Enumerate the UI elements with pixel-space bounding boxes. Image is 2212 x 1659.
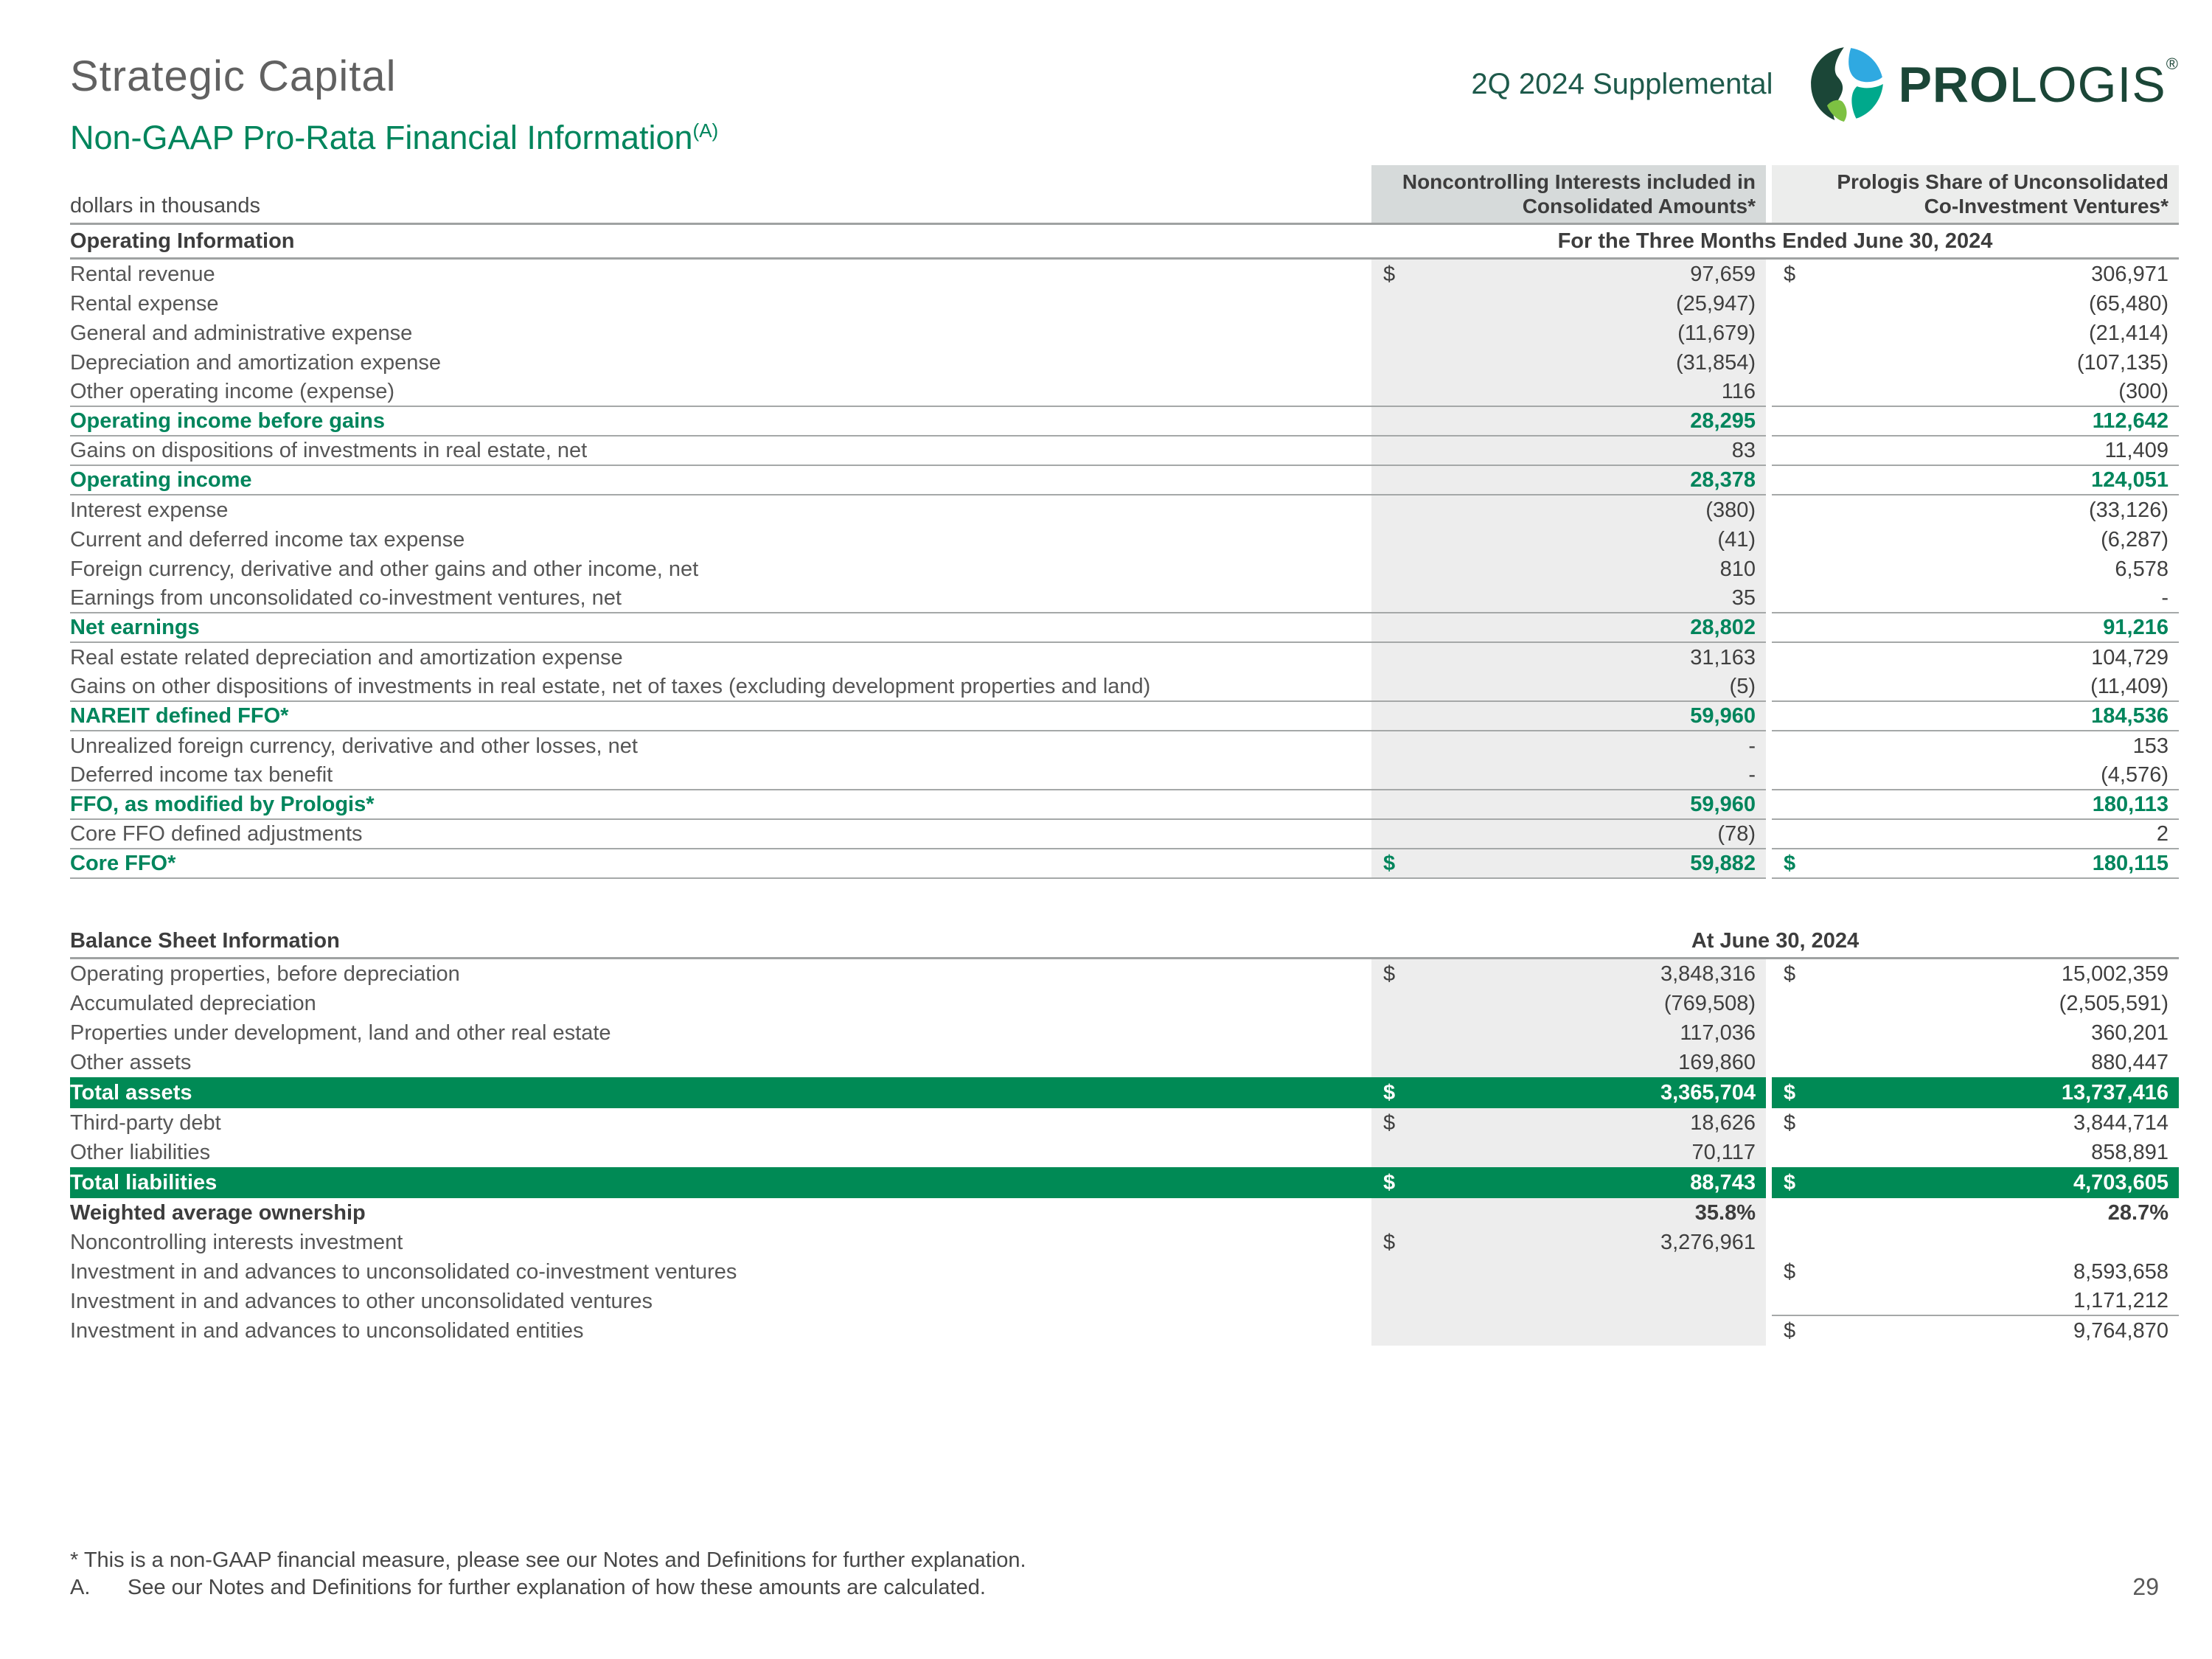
- section-period: For the Three Months Ended June 30, 2024: [1557, 229, 1993, 253]
- dollar-sign: $: [1383, 1170, 1396, 1194]
- row-label: Interest expense: [70, 498, 229, 522]
- dollar-sign: $: [1784, 1170, 1796, 1194]
- cell-prologis-share: [1772, 1138, 2179, 1167]
- table-row: [70, 554, 2179, 584]
- dollar-sign: $: [1383, 262, 1396, 286]
- col-header-line: Co-Investment Ventures*: [1924, 195, 2168, 218]
- cell-value: 6,578: [2115, 557, 2168, 581]
- cell-value: (4,576): [2101, 762, 2168, 787]
- cell-prologis-share: [1772, 495, 2179, 525]
- table-row: [70, 672, 2179, 702]
- cell-value: (33,126): [2088, 498, 2168, 522]
- cell-noncontrolling: [1371, 613, 1766, 643]
- cell-value: 880,447: [2091, 1050, 2168, 1074]
- cell-prologis-share: [1772, 1048, 2179, 1077]
- footnote-a-text: See our Notes and Definitions for further explanation of how these amounts are calculated.: [128, 1576, 986, 1599]
- table-row: [70, 1048, 2179, 1077]
- footnotes: [70, 1547, 1026, 1601]
- title-block: [70, 38, 718, 157]
- cell-value: 112,642: [2092, 408, 2168, 433]
- cell-prologis-share: [1772, 731, 2179, 761]
- cell-value: 4,703,605: [2073, 1170, 2168, 1194]
- row-label: Real estate related depreciation and amortization expense: [70, 645, 623, 669]
- dollar-sign: $: [1784, 262, 1796, 286]
- row-label: Other liabilities: [70, 1140, 211, 1164]
- dollar-sign: $: [1784, 1259, 1796, 1284]
- cell-value: 28.7%: [2107, 1200, 2168, 1225]
- col-header-prologis-share: [1772, 165, 2179, 223]
- cell-noncontrolling: [1371, 731, 1766, 761]
- cell-value: 88,743: [1690, 1170, 1756, 1194]
- subtitle-text: Non-GAAP Pro-Rata Financial Information: [70, 119, 693, 156]
- cell-prologis-share: [1772, 820, 2179, 849]
- row-label: FFO, as modified by Prologis*: [70, 790, 1371, 820]
- row-label: Foreign currency, derivative and other gains and other income, net: [70, 557, 699, 581]
- table-row: [70, 1257, 2179, 1287]
- cell-noncontrolling: [1371, 1018, 1766, 1048]
- table-row: [70, 849, 2179, 879]
- cell-noncontrolling: [1371, 348, 1766, 378]
- prologis-wordmark: [1899, 55, 2179, 114]
- cell-prologis-share: [1772, 348, 2179, 378]
- cell-prologis-share: [1772, 260, 2179, 289]
- cell-value: 28,295: [1690, 408, 1756, 433]
- cell-value: (41): [1717, 527, 1756, 552]
- table-row: [70, 495, 2179, 525]
- cell-prologis-share: [1772, 702, 2179, 731]
- row-label: Total liabilities: [70, 1167, 1371, 1198]
- table-row: [70, 959, 2179, 989]
- cell-value: (21,414): [2088, 321, 2168, 345]
- table-row: [70, 260, 2179, 289]
- table-row: [70, 731, 2179, 761]
- col-header-line: Consolidated Amounts*: [1522, 195, 1756, 218]
- cell-noncontrolling: [1371, 643, 1766, 672]
- cell-value: 180,113: [2092, 792, 2168, 816]
- dollar-sign: $: [1383, 1230, 1396, 1254]
- dollar-sign: $: [1383, 1110, 1396, 1135]
- table-row: [70, 525, 2179, 554]
- cell-value: (25,947): [1675, 291, 1756, 316]
- row-label: Investment in and advances to unconsolidated co-investment ventures: [70, 1259, 737, 1284]
- cell-noncontrolling: [1371, 407, 1766, 437]
- table-row: [70, 643, 2179, 672]
- cell-value: 180,115: [2092, 851, 2168, 875]
- cell-noncontrolling: [1371, 790, 1766, 820]
- cell-value: 18,626: [1690, 1110, 1756, 1135]
- cell-value: (2,505,591): [2059, 991, 2168, 1015]
- row-label: Other assets: [70, 1050, 192, 1074]
- cell-value: 1,171,212: [2073, 1288, 2168, 1312]
- cell-value: (65,480): [2088, 291, 2168, 316]
- cell-value: 97,659: [1690, 262, 1756, 286]
- cell-prologis-share: [1772, 761, 2179, 790]
- cell-noncontrolling: [1371, 466, 1766, 495]
- section-label: Operating Information: [70, 229, 295, 253]
- cell-prologis-share: [1772, 437, 2179, 466]
- cell-prologis-share: [1772, 407, 2179, 437]
- cell-noncontrolling: [1371, 584, 1766, 613]
- cell-prologis-share: [1772, 790, 2179, 820]
- cell-value: (6,287): [2101, 527, 2168, 552]
- cell-prologis-share: [1772, 554, 2179, 584]
- cell-value: 13,737,416: [2061, 1080, 2168, 1105]
- cell-noncontrolling: [1371, 554, 1766, 584]
- cell-value: 11,409: [2104, 438, 2168, 462]
- cell-noncontrolling: [1371, 672, 1766, 702]
- page-number: 29: [2132, 1573, 2159, 1600]
- cell-value: -: [1748, 734, 1756, 758]
- cell-value: 15,002,359: [2061, 961, 2168, 986]
- cell-noncontrolling: [1371, 1316, 1766, 1346]
- table-row: [70, 466, 2179, 495]
- row-label: Operating properties, before depreciation: [70, 961, 460, 986]
- cell-value: 116: [1721, 379, 1756, 403]
- table-row: [70, 1198, 2179, 1228]
- row-label: Third-party debt: [70, 1110, 221, 1135]
- row-label: General and administrative expense: [70, 321, 413, 345]
- cell-noncontrolling: [1371, 1228, 1766, 1257]
- cell-value: (31,854): [1675, 350, 1756, 375]
- page-subtitle: [70, 119, 718, 157]
- row-label: Deferred income tax benefit: [70, 761, 1371, 790]
- footnote-star: * This is a non-GAAP financial measure, please see our Notes and Definitions for further explanation.: [70, 1548, 1026, 1572]
- table-row: [70, 1228, 2179, 1257]
- financial-table: [70, 165, 2179, 1346]
- table-row: [70, 989, 2179, 1018]
- cell-value: 360,201: [2091, 1020, 2168, 1045]
- table-row: [70, 613, 2179, 643]
- table-row: [70, 437, 2179, 466]
- cell-value: -: [2161, 585, 2168, 610]
- cell-prologis-share: [1772, 525, 2179, 554]
- dollar-sign: $: [1784, 851, 1796, 875]
- cell-value: 59,882: [1690, 851, 1756, 875]
- cell-prologis-share: [1772, 1077, 2179, 1108]
- cell-noncontrolling: [1371, 761, 1766, 790]
- prologis-globe-icon: [1809, 46, 1885, 122]
- cell-noncontrolling: [1371, 319, 1766, 348]
- row-label: Earnings from unconsolidated co-investment ventures, net: [70, 584, 1371, 613]
- cell-value: 810: [1719, 557, 1756, 581]
- row-label: Current and deferred income tax expense: [70, 527, 465, 552]
- cell-noncontrolling: [1371, 1077, 1766, 1108]
- cell-noncontrolling: [1371, 378, 1766, 407]
- row-label: Total assets: [70, 1077, 1371, 1108]
- cell-noncontrolling: [1371, 495, 1766, 525]
- row-label: Weighted average ownership: [70, 1200, 366, 1225]
- cell-value: 35.8%: [1694, 1200, 1756, 1225]
- row-label: Net earnings: [70, 613, 1371, 643]
- page-header: [70, 38, 2179, 156]
- row-label: Other operating income (expense): [70, 378, 1371, 407]
- cell-value: 35: [1731, 585, 1756, 610]
- row-label: Properties under development, land and other real estate: [70, 1020, 611, 1045]
- cell-value: (5): [1729, 674, 1756, 698]
- cell-value: 2: [2156, 821, 2168, 846]
- row-label: Gains on dispositions of investments in real estate, net: [70, 437, 1371, 466]
- table-row: [70, 584, 2179, 613]
- cell-value: 3,365,704: [1660, 1080, 1756, 1105]
- row-label: Accumulated depreciation: [70, 991, 316, 1015]
- table-row: [70, 820, 2179, 849]
- cell-noncontrolling: [1371, 1108, 1766, 1138]
- cell-noncontrolling: [1371, 289, 1766, 319]
- section-period: At June 30, 2024: [1691, 928, 1860, 953]
- row-label: NAREIT defined FFO*: [70, 702, 1371, 731]
- cell-value: 153: [2132, 734, 2168, 758]
- cell-noncontrolling: [1371, 959, 1766, 989]
- cell-value: 169,860: [1678, 1050, 1756, 1074]
- table-row: [70, 702, 2179, 731]
- table-row: [70, 1138, 2179, 1167]
- table-row: [70, 761, 2179, 790]
- operating-rows: [70, 260, 2179, 879]
- cell-value: 3,844,714: [2073, 1110, 2168, 1135]
- row-label: Depreciation and amortization expense: [70, 350, 441, 375]
- dollar-sign: $: [1383, 1080, 1396, 1105]
- cell-value: 306,971: [2091, 262, 2168, 286]
- cell-prologis-share: [1772, 1287, 2179, 1316]
- cell-value: (300): [2118, 379, 2168, 403]
- cell-prologis-share: [1772, 466, 2179, 495]
- cell-value: 70,117: [1691, 1140, 1756, 1164]
- row-label: Investment in and advances to other unconsolidated ventures: [70, 1289, 653, 1313]
- cell-value: 8,593,658: [2073, 1259, 2168, 1284]
- cell-prologis-share: [1772, 378, 2179, 407]
- cell-prologis-share: [1772, 1228, 2179, 1257]
- cell-value: (11,679): [1677, 321, 1756, 345]
- cell-value: (11,409): [2090, 674, 2168, 698]
- cell-noncontrolling: [1371, 437, 1766, 466]
- table-row: [70, 319, 2179, 348]
- cell-prologis-share: [1772, 319, 2179, 348]
- dollar-sign: $: [1784, 1110, 1796, 1135]
- cell-value: 3,848,316: [1660, 961, 1756, 986]
- cell-value: 59,960: [1690, 703, 1756, 728]
- table-row: [70, 407, 2179, 437]
- cell-value: -: [1748, 762, 1756, 787]
- subtitle-footnote-ref: (A): [692, 119, 719, 142]
- cell-prologis-share: [1772, 643, 2179, 672]
- table-row: [70, 289, 2179, 319]
- cell-value: 59,960: [1690, 792, 1756, 816]
- cell-noncontrolling: [1371, 1198, 1766, 1228]
- cell-noncontrolling: [1371, 1167, 1766, 1198]
- row-label: Operating income before gains: [70, 407, 1371, 437]
- cell-noncontrolling: [1371, 849, 1766, 879]
- cell-prologis-share: [1772, 1167, 2179, 1198]
- page-title: Strategic Capital: [70, 52, 397, 100]
- cell-value: 124,051: [2091, 467, 2168, 492]
- cell-noncontrolling: [1371, 1287, 1766, 1316]
- balance-section-header: [70, 925, 2179, 959]
- cell-value: (769,508): [1663, 991, 1756, 1015]
- row-label: Unrealized foreign currency, derivative and other losses, net: [70, 734, 638, 758]
- row-label: Noncontrolling interests investment: [70, 1230, 403, 1254]
- row-label: Operating income: [70, 466, 1371, 495]
- cell-noncontrolling: [1371, 1138, 1766, 1167]
- footnote-a: [70, 1574, 1026, 1601]
- cell-value: 184,536: [2091, 703, 2168, 728]
- cell-noncontrolling: [1371, 989, 1766, 1018]
- table-row: [70, 790, 2179, 820]
- wordmark-logis: LOGIS: [2008, 57, 2166, 113]
- operating-section-header: [70, 223, 2179, 260]
- cell-prologis-share: [1772, 1257, 2179, 1287]
- cell-noncontrolling: [1371, 820, 1766, 849]
- units-note: dollars in thousands: [70, 194, 260, 218]
- wordmark-pro: PRO: [1898, 57, 2009, 113]
- cell-value: (78): [1717, 821, 1756, 846]
- cell-noncontrolling: [1371, 1257, 1766, 1287]
- cell-prologis-share: [1772, 849, 2179, 879]
- cell-prologis-share: [1772, 613, 2179, 643]
- col-header-line: Prologis Share of Unconsolidated: [1837, 170, 2168, 193]
- cell-value: 3,276,961: [1660, 1230, 1756, 1254]
- cell-value: 28,378: [1690, 467, 1756, 492]
- row-label: Rental expense: [70, 291, 219, 316]
- dollar-sign: $: [1784, 961, 1796, 986]
- table-row: [70, 1108, 2179, 1138]
- cell-value: 117,036: [1680, 1020, 1756, 1045]
- table-row: [70, 378, 2179, 407]
- footnote-a-mark: A.: [70, 1576, 91, 1599]
- cell-noncontrolling: [1371, 1048, 1766, 1077]
- cell-value: (107,135): [2076, 350, 2168, 375]
- cell-value: 31,163: [1690, 645, 1756, 669]
- supplemental-label: 2Q 2024 Supplemental: [1471, 67, 1773, 100]
- cell-prologis-share: [1772, 672, 2179, 702]
- row-label: Core FFO defined adjustments: [70, 820, 1371, 849]
- dollar-sign: $: [1383, 961, 1396, 986]
- cell-value: 9,764,870: [2073, 1318, 2168, 1343]
- table-row: [70, 1287, 2179, 1316]
- cell-value: 104,729: [2091, 645, 2168, 669]
- col-header-noncontrolling: [1371, 165, 1766, 223]
- row-label: Core FFO*: [70, 849, 1371, 879]
- column-header-row: [70, 165, 2179, 223]
- section-label: Balance Sheet Information: [70, 928, 340, 953]
- cell-prologis-share: [1772, 1316, 2179, 1346]
- dollar-sign: $: [1784, 1080, 1796, 1105]
- section-gap: [70, 879, 2179, 925]
- balance-rows: [70, 959, 2179, 1346]
- cell-noncontrolling: [1371, 525, 1766, 554]
- cell-noncontrolling: [1371, 260, 1766, 289]
- cell-value: 91,216: [2103, 615, 2168, 639]
- row-label: Investment in and advances to unconsolidated entities: [70, 1318, 584, 1343]
- dollar-sign: $: [1784, 1318, 1796, 1343]
- cell-prologis-share: [1772, 1198, 2179, 1228]
- cell-value: 858,891: [2091, 1140, 2168, 1164]
- table-row: [70, 348, 2179, 378]
- cell-prologis-share: [1772, 1018, 2179, 1048]
- table-row: [70, 1167, 2179, 1198]
- cell-value: (380): [1705, 498, 1756, 522]
- registered-mark: ®: [2166, 55, 2179, 73]
- table-row: [70, 1018, 2179, 1048]
- cell-prologis-share: [1772, 1108, 2179, 1138]
- brand-block: [1471, 46, 2179, 122]
- dollar-sign: $: [1383, 851, 1396, 875]
- cell-value: 28,802: [1690, 615, 1756, 639]
- table-row: [70, 1077, 2179, 1108]
- row-label: Rental revenue: [70, 262, 215, 286]
- cell-prologis-share: [1772, 584, 2179, 613]
- col-header-line: Noncontrolling Interests included in: [1402, 170, 1756, 193]
- row-label: Gains on other dispositions of investments in real estate, net of taxes (excluding development properties and land): [70, 672, 1371, 702]
- cell-prologis-share: [1772, 289, 2179, 319]
- cell-noncontrolling: [1371, 702, 1766, 731]
- table-row: [70, 1316, 2179, 1346]
- cell-value: 83: [1731, 438, 1756, 462]
- cell-prologis-share: [1772, 989, 2179, 1018]
- cell-prologis-share: [1772, 959, 2179, 989]
